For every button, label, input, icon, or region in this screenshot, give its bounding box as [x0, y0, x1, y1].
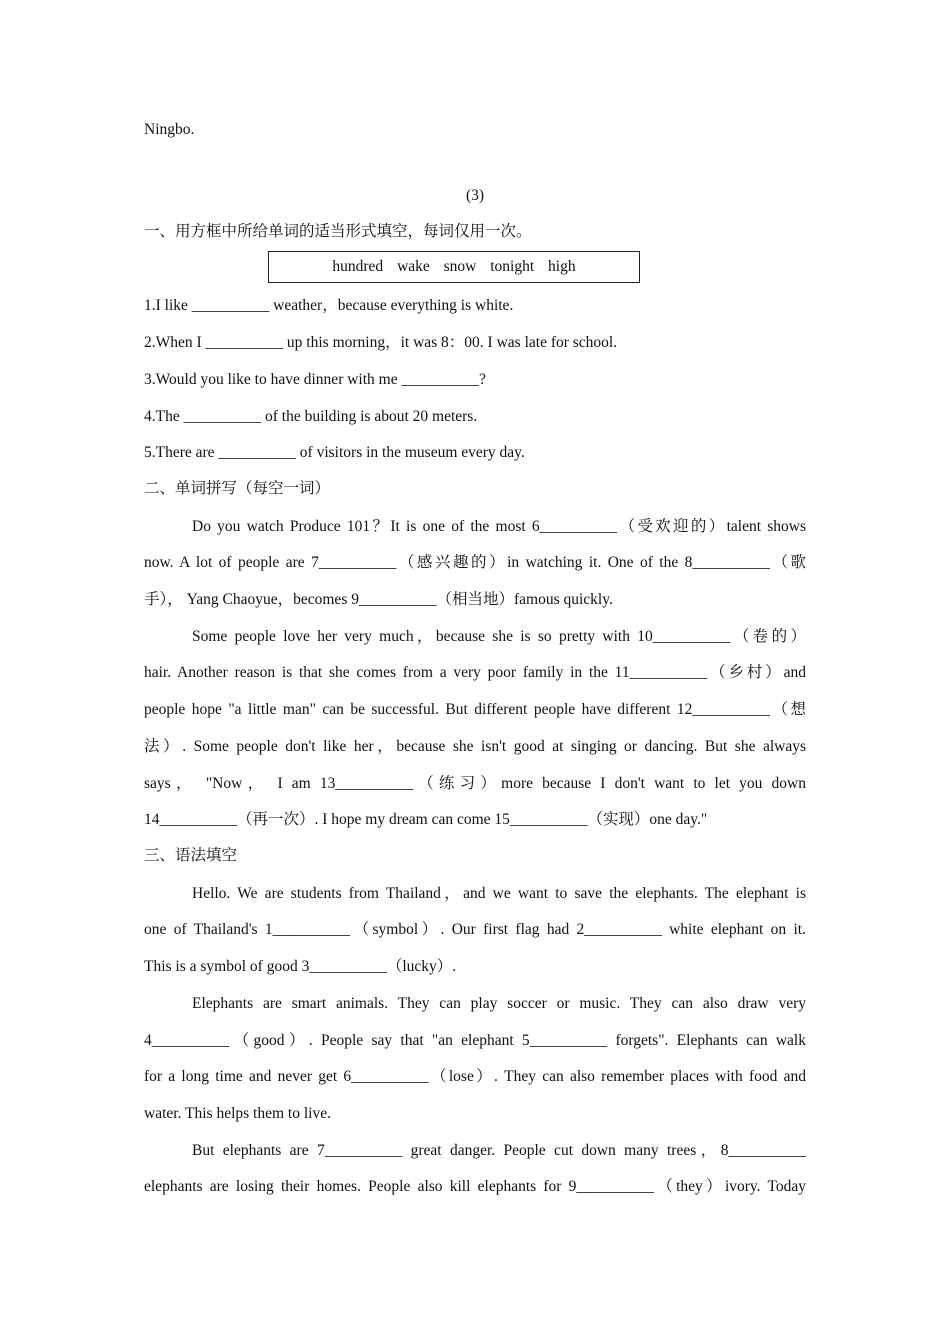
section1-heading: 一、用方框中所给单词的适当形式填空，每词仅用一次。	[144, 223, 532, 240]
section3-line: Elephants are smart animals. They can play soccer or music. They can also draw very	[192, 995, 806, 1012]
section2-line: people hope "a little man" can be successful. But different people have different 12__________（想	[144, 701, 806, 718]
section3-line: This is a symbol of good 3__________（lucky）.	[144, 958, 457, 975]
section1-item: 3.Would you like to have dinner with me __________?	[144, 371, 486, 388]
section3-line: for a long time and never get 6__________（lose）. They can also remember places with food and	[144, 1068, 806, 1085]
section2-line: says， "Now， I am 13__________（练习）more because I don't want to let you down	[144, 775, 806, 792]
section2-line: Do you watch Produce 101？It is one of the most 6__________（受欢迎的）talent shows	[192, 518, 806, 535]
word-box	[268, 251, 640, 283]
section3-line: Hello. We are students from Thailand，and we want to save the elephants. The elephant is	[192, 885, 806, 902]
word-box-item: high	[548, 258, 576, 275]
word-box-item: wake	[397, 258, 430, 275]
section2-line: 法）. Some people don't like her，because she isn't good at singing or dancing. But she always	[144, 738, 806, 755]
section2-line: 手）， Yang Chaoyue，becomes 9__________（相当地）famous quickly.	[144, 591, 613, 608]
section3-line: elephants are losing their homes. People also kill elephants for 9__________（they）ivory. Today	[144, 1178, 806, 1195]
section1-item: 1.I like __________ weather，because everything is white.	[144, 297, 514, 314]
section2-line: 14__________（再一次）. I hope my dream can come 15__________（实现）one day."	[144, 811, 708, 828]
section3-line: water. This helps them to live.	[144, 1105, 331, 1122]
section3-line: 4__________（good）. People say that "an elephant 5__________ forgets". Elephants can walk	[144, 1032, 806, 1049]
part-number: (3)	[465, 187, 485, 204]
word-box-item: hundred	[332, 258, 384, 275]
top-fragment: Ningbo.	[144, 121, 195, 138]
section1-item: 2.When I __________ up this morning，it was 8：00. I was late for school.	[144, 334, 618, 351]
section3-line: But elephants are 7__________ great danger. People cut down many trees，8__________	[192, 1142, 806, 1159]
word-box-item: tonight	[490, 258, 535, 275]
section3-heading: 三、语法填空	[144, 847, 238, 864]
section1-item: 4.The __________ of the building is about 20 meters.	[144, 408, 478, 425]
section2-line: Some people love her very much，because she is so pretty with 10__________（卷的）	[192, 628, 806, 645]
section2-line: now. A lot of people are 7__________（感兴趣的）in watching it. One of the 8__________（歌	[144, 554, 806, 571]
section2-line: hair. Another reason is that she comes from a very poor family in the 11__________（乡村）and	[144, 664, 806, 681]
section1-item: 5.There are __________ of visitors in the museum every day.	[144, 444, 525, 461]
section3-line: one of Thailand's 1__________（symbol）. Our first flag had 2__________ white elephant on it.	[144, 921, 806, 938]
section2-heading: 二、单词拼写（每空一词）	[144, 480, 331, 497]
word-box-item: snow	[443, 258, 477, 275]
